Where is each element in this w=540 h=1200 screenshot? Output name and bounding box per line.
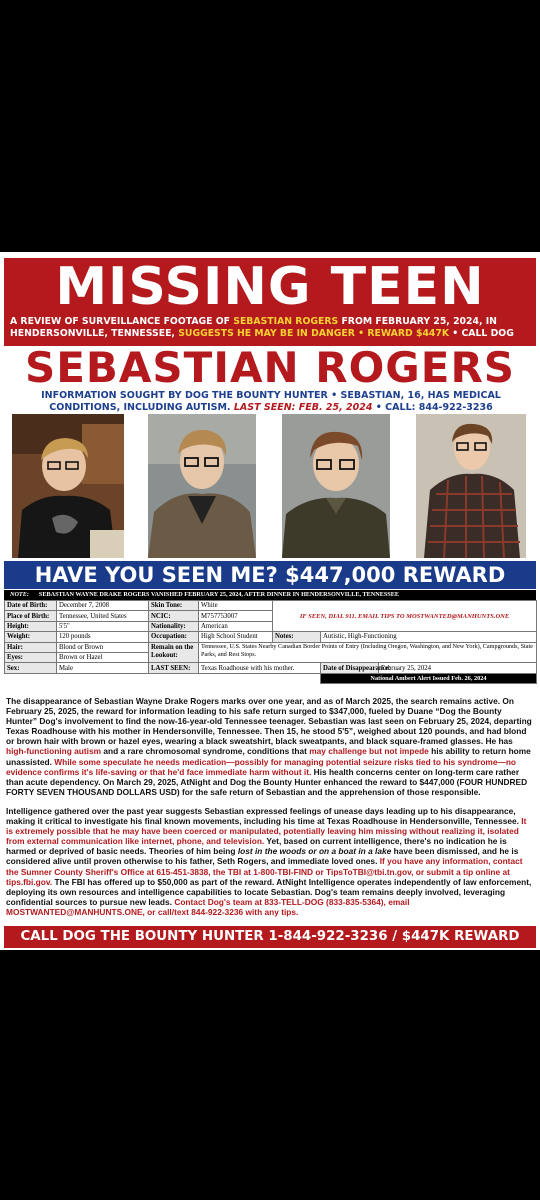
note-text: SEBASTIAN WAYNE DRAKE ROGERS VANISHED FEBRUARY 25, 2024, AFTER DINNER IN HENDERSONVILLE, TENNESSEE	[38, 591, 399, 598]
info-phone: • CALL: 844-922-3236	[372, 402, 493, 413]
eyes-label: Eyes:	[5, 652, 57, 662]
ncic-value: M757753007	[199, 611, 273, 621]
photo-4	[416, 414, 526, 558]
paragraph-2	[6, 806, 534, 917]
skin-value: White	[199, 601, 273, 611]
amber-alert: National Ambert Alert Issued Feb. 26, 2024	[321, 673, 537, 683]
info-text: INFORMATION SOUGHT BY DOG THE BOUNTY HUNTER • SEBASTIAN, 16, HAS MEDICAL CONDITIONS, INCLUDING AUTISM.	[41, 390, 501, 413]
poster-title: MISSING TEEN	[55, 257, 485, 317]
photo-2	[148, 414, 256, 558]
text-run-red: While some speculate he needs medication—possibly for managing potential seizure risks tied to his syndrome—no evidence confirms it's life-saving or that he'd face immediate harm without it.	[6, 756, 517, 777]
text-run: Yet, based on current intelligence, there's no indication he is harmed or deprived of basic needs. Theories of him being	[6, 836, 507, 857]
last-seen-text: LAST SEEN: FEB. 25, 2024	[233, 402, 373, 413]
text-run: The disappearance of Sebastian Wayne Drake Rogers marks over one year, and as of March 2025, the search remains active. On February 25, 2025, the reward for information leading to his safe return surged to $347,000, fueled by Duane “Dog the Bounty Hunter” Dog's involvement to find the now-16-year-old Tennessee teenager. Sebastian was last seen on February 25, 2024, departing Texas Roadhouse with his mother in Hendersonville, Tennessee. Then 15, he stood 5'5”, weighed about 120 pounds, and had blond or brown hair with brown or hazel eyes, wearing a black sweatshirt, black sweatpants, and black square-framed glasses. He has	[6, 696, 532, 747]
photo-1	[12, 414, 124, 558]
pob-label: Place of Birth:	[5, 611, 57, 621]
reward-banner: HAVE YOU SEEN ME? $447,000 REWARD	[4, 561, 536, 589]
dob-value: December 7, 2008	[57, 601, 149, 611]
hair-value: Blond or Brown	[57, 642, 149, 652]
weight-label: Weight:	[5, 632, 57, 642]
note-label: NOTE:	[10, 591, 29, 598]
table-row	[5, 642, 537, 652]
body-text	[6, 696, 534, 926]
text-run-red: may challenge but not impede	[309, 746, 429, 757]
nationality-value: American	[199, 621, 273, 631]
text-run-red: If you have any information, contact the Sumner County Sheriff's Office at 615-451-3838, the TBI at 1-800-TBI-FIND or TipsToTBI@tbi.tn.gov, or submit a tip online at tips.fbi.gov.	[6, 856, 523, 887]
dod-value: February 25, 2024	[379, 663, 537, 673]
eyes-value: Brown or Hazel	[57, 652, 149, 662]
tip-text: IF SEEN, DIAL 911. EMAIL TIPS TO MOSTWANTED@MANHUNTS.ONE	[273, 601, 537, 632]
facts-table	[4, 600, 537, 684]
text-run: his ability to return home unassisted.	[6, 746, 531, 767]
lookout-label: Remain on the Lookout:	[149, 642, 199, 663]
text-run: His health concerns center on long-term care rather than acute dependency. On March 29, 2025, AtNight and Dog the Bounty Hunter enhanced the reward to $447,000 (FOUR HUNDRED FORTY SEVEN THOUSAND DOLLARS USD) for the safe return of Sebastian and the apprehension of those responsible.	[6, 766, 528, 797]
sex-value: Male	[57, 663, 149, 673]
table-row	[5, 673, 537, 683]
weight-value: 120 pounds	[57, 632, 149, 642]
skin-label: Skin Tone:	[149, 601, 199, 611]
hair-label: Hair:	[5, 642, 57, 652]
subtitle-part: • CALL DOG	[449, 328, 514, 339]
header-banner	[4, 258, 536, 346]
info-line	[8, 390, 534, 414]
pob-value: Tennessee, United States	[57, 611, 149, 621]
text-run: have been dismissed, and he is considered alive until proven otherwise to his father, Seth Rogers, and immediate loved ones.	[6, 846, 519, 867]
note-bar	[4, 590, 536, 600]
height-value: 5'5"	[57, 621, 149, 631]
photo-3	[282, 414, 390, 558]
subtitle-part: A REVIEW OF SURVEILLANCE FOOTAGE OF	[10, 316, 234, 327]
missing-person-name: SEBASTIAN ROGERS	[24, 343, 516, 392]
lastseen-value: Texas Roadhouse with his mother.	[199, 663, 321, 673]
notes-value: Autistic, High-Functioning	[321, 632, 537, 642]
text-run-red: high-functioning autism	[6, 746, 102, 757]
text-run: and a rare chromosomal syndrome, conditions that	[101, 746, 310, 757]
sex-label: Sex:	[5, 663, 57, 673]
occupation-value: High School Student	[199, 632, 273, 642]
poster-subtitle	[10, 316, 530, 340]
subtitle-name: SEBASTIAN ROGERS	[233, 316, 339, 327]
notes-label: Notes:	[273, 632, 321, 642]
text-run-italic: lost in the woods or on a boat in a lake	[237, 846, 392, 857]
nationality-label: Nationality:	[149, 621, 199, 631]
ncic-label: NCIC:	[149, 611, 199, 621]
dob-label: Date of Birth:	[5, 601, 57, 611]
lookout-value: Tennessee, U.S. States Nearby Canadian Border Points of Entry (Including Oregon, Washington, and New York), Campgrounds, State Parks, and Rest Stops.	[199, 642, 537, 663]
table-row	[5, 663, 537, 673]
table-row	[5, 632, 537, 642]
text-run: Intelligence gathered over the past year suggests Sebastian expressed feelings of unease days leading up to his disappearance, making it critical to investigate his final known movements, including his time at Texas Roadhouse in Hendersonville, Tennessee.	[6, 805, 522, 827]
text-run: The FBI has offered up to $50,000 as part of the reward. AtNight Intelligence operates independently of law enforcement, deploying its own resources and intelligence capabilities to locate Sebastian. Dog's team remains deeply involved, leveraging confidential sources to pursue new leads.	[6, 876, 532, 907]
subtitle-part: FROM FEBRUARY 25, 2024, IN HENDERSONVILLE, TENNESSEE,	[10, 316, 497, 339]
text-run-red: It is extremely possible that he may have been coerced or manipulated, potentially leaving him missing without realizing it, isolated from external communication like internet, phone, and television.	[6, 816, 527, 847]
table-row	[5, 601, 537, 611]
footer-banner: CALL DOG THE BOUNTY HUNTER 1-844-922-3236 / $447K REWARD	[4, 926, 536, 948]
occupation-label: Occupation:	[149, 632, 199, 642]
lastseen-label: LAST SEEN:	[149, 663, 199, 673]
missing-poster	[0, 252, 540, 950]
height-label: Height:	[5, 621, 57, 631]
subtitle-highlight: SUGGESTS HE MAY BE IN DANGER • REWARD $447K	[178, 328, 450, 339]
paragraph-1	[6, 696, 534, 797]
text-run-red: Contact Dog's team at 833-TELL-DOG (833-835-5364), email MOSTWANTED@MANHUNTS.ONE, or call/text 844-922-3236 with any tips.	[6, 896, 410, 917]
dod-label: Date of Disappearance:	[321, 663, 379, 673]
